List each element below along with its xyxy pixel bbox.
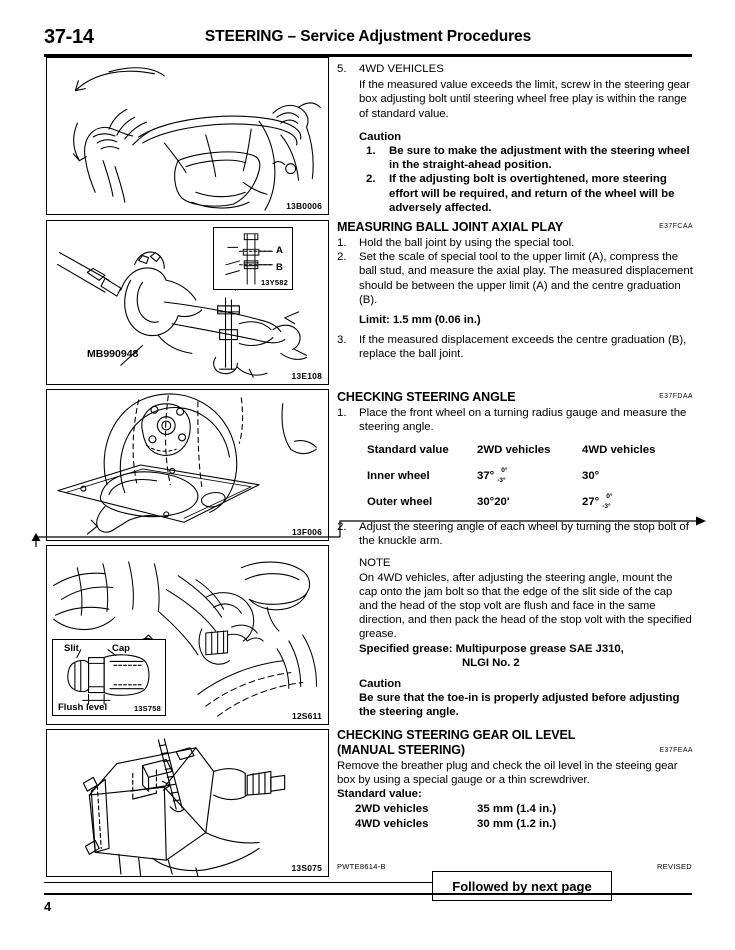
section-step-5 bbox=[337, 62, 693, 215]
page-number: 4 bbox=[44, 899, 52, 914]
caution-item bbox=[359, 172, 693, 215]
tolerance-lower: -3° bbox=[602, 503, 611, 511]
caution-item bbox=[359, 144, 693, 172]
table-header-row bbox=[337, 444, 693, 470]
oil-level-ref-code: E37FEAA bbox=[659, 747, 693, 754]
cell-inner-2wd bbox=[477, 467, 523, 485]
step-text: Adjust the steering angle of each wheel by turning the stop bolt of the knuckle arm. bbox=[359, 521, 689, 548]
figure-code: 13B0006 bbox=[286, 201, 322, 211]
note-label: NOTE bbox=[359, 557, 391, 570]
figure-gear-box-oil-level bbox=[46, 729, 329, 877]
caution-text: If the adjusting bolt is overtightened, more steering effort will be required, and return of the wheel will be adversely affected. bbox=[389, 173, 675, 214]
caution-number: 2. bbox=[366, 173, 376, 186]
steering-angle-heading: CHECKING STEERING ANGLE bbox=[337, 390, 516, 404]
ball-joint-heading: MEASURING BALL JOINT AXIAL PLAY bbox=[337, 220, 564, 234]
figure-code: 13S075 bbox=[291, 863, 322, 873]
page-title: STEERING – Service Adjustment Procedures bbox=[204, 28, 532, 45]
steering-angle-table bbox=[337, 444, 693, 522]
ball-joint-step bbox=[337, 250, 693, 307]
steering-angle-step-1 bbox=[337, 406, 693, 434]
inset-code: 13Y582 bbox=[260, 278, 288, 287]
tolerance-upper: 0° bbox=[606, 493, 613, 501]
step-5-heading bbox=[337, 62, 693, 76]
oil-level-heading-line-2: (MANUAL STEERING) bbox=[337, 743, 465, 757]
caution-text: Be sure to make the adjustment with the steering wheel in the straight-ahead position. bbox=[389, 145, 690, 172]
ball-joint-limit: Limit: 1.5 mm (0.06 in.) bbox=[359, 314, 481, 327]
step-text: Hold the ball joint by using the special tool. bbox=[359, 237, 575, 249]
step-number: 2. bbox=[337, 251, 347, 264]
specified-grease-line-2: NLGI No. 2 bbox=[462, 656, 520, 669]
cell-value: 37° bbox=[477, 470, 495, 483]
oil-level-row bbox=[337, 817, 693, 832]
figure-ball-joint-tool bbox=[46, 220, 329, 385]
row-label-outer-wheel: Outer wheel bbox=[367, 496, 433, 509]
step-number: 5. bbox=[337, 63, 347, 75]
cell-outer-4wd bbox=[582, 493, 628, 511]
cell-value: 27° bbox=[582, 496, 600, 509]
step-5-title: 4WD VEHICLES bbox=[359, 63, 444, 75]
steering-angle-caution-label: Caution bbox=[359, 678, 402, 691]
figure-code: 13E108 bbox=[291, 371, 322, 381]
tolerance-lower: -3° bbox=[497, 477, 506, 485]
oil-level-standard-label: Standard value: bbox=[337, 788, 422, 801]
figure-1-artwork bbox=[47, 58, 328, 214]
figure-ball-joint-scale-inset bbox=[213, 227, 293, 290]
ball-joint-step bbox=[337, 333, 693, 361]
oil-level-row bbox=[337, 802, 693, 817]
cell-value: 30° bbox=[582, 470, 600, 483]
cell-outer-2wd bbox=[477, 496, 510, 508]
ball-joint-ref-code: E37FCAA bbox=[659, 223, 693, 230]
inset-label-a: A bbox=[276, 245, 283, 256]
column-header-standard-value: Standard value bbox=[367, 444, 449, 457]
oil-level-body: Remove the breather plug and check the oil level in the steeing gear box by using a special gauge or a thin screwdriver. bbox=[337, 760, 678, 787]
inset-code: 13S758 bbox=[133, 704, 161, 713]
tolerance bbox=[602, 493, 628, 511]
steering-angle-ref-code: E37FDAA bbox=[659, 393, 693, 400]
header-page-code: 37-14 bbox=[44, 26, 94, 48]
section-checking-gear-oil-level bbox=[337, 728, 693, 832]
inset-label-cap: Cap bbox=[112, 643, 130, 654]
section-measuring-ball-joint bbox=[337, 220, 693, 362]
ball-joint-step bbox=[337, 236, 693, 250]
section-checking-steering-angle bbox=[337, 390, 693, 522]
section-steering-angle-step-2 bbox=[337, 520, 693, 720]
step-5-caution-label: Caution bbox=[359, 130, 402, 143]
column-header-4wd: 4WD vehicles bbox=[582, 444, 656, 457]
figure-cap-slit-inset bbox=[52, 639, 166, 716]
step-text: Place the front wheel on a turning radius gauge and measure the steering angle. bbox=[359, 407, 687, 434]
step-5-caution-list bbox=[337, 144, 693, 215]
oil-row-value: 35 mm (1.4 in.) bbox=[477, 802, 557, 815]
followed-by-next-page-box: Followed by next page bbox=[432, 871, 612, 901]
note-body: On 4WD vehicles, after adjusting the steering angle, mount the cap onto the jam bolt so that the edge of the slit side of the cap and the head of the stop volt are flush and face in the same direction, and then pack the head of the stop volt with the specified grease. bbox=[359, 571, 692, 641]
page-header bbox=[44, 26, 692, 56]
cell-value: 30°20' bbox=[477, 496, 510, 509]
special-tool-label: MB990948 bbox=[87, 348, 139, 360]
step-number: 1. bbox=[337, 237, 347, 249]
step-number: 2. bbox=[337, 521, 347, 533]
row-label-inner-wheel: Inner wheel bbox=[367, 470, 430, 483]
oil-row-label: 4WD vehicles bbox=[355, 817, 429, 830]
figure-code: 12S611 bbox=[291, 711, 322, 721]
figure-code: 13F006 bbox=[291, 527, 322, 537]
specified-grease-line-1: Specified grease: Multipurpose grease SAE J310, bbox=[359, 642, 624, 655]
oil-level-heading-line-1: CHECKING STEERING GEAR OIL LEVEL bbox=[337, 728, 576, 742]
footer-divider bbox=[44, 882, 432, 883]
column-header-2wd: 2WD vehicles bbox=[477, 444, 551, 457]
step-number: 1. bbox=[337, 407, 347, 419]
tolerance-upper: 0° bbox=[501, 467, 508, 475]
revised-marker: REVISED bbox=[656, 862, 692, 871]
step-text: If the measured displacement exceeds the centre graduation (B), replace the ball joint. bbox=[359, 334, 687, 361]
figure-5-artwork bbox=[47, 730, 328, 876]
inset-label-slit: Slit bbox=[64, 643, 79, 654]
page-bottom-divider bbox=[44, 893, 692, 895]
caution-number: 1. bbox=[366, 145, 376, 158]
oil-row-label: 2WD vehicles bbox=[355, 802, 429, 815]
steering-angle-step-2 bbox=[337, 520, 693, 548]
steering-angle-caution-text: Be sure that the toe-in is properly adjusted before adjusting the steering angle. bbox=[359, 692, 680, 719]
inset-label-flush-level: Flush level bbox=[58, 702, 108, 713]
tolerance bbox=[497, 467, 523, 485]
figure-steering-wheel-freeplay bbox=[46, 57, 329, 215]
oil-row-value: 30 mm (1.2 in.) bbox=[477, 817, 557, 830]
step-number: 3. bbox=[337, 334, 347, 347]
figure-knuckle-arm-cap bbox=[46, 545, 329, 725]
table-row bbox=[337, 467, 693, 496]
step-text: Set the scale of special tool to the upper limit (A), compress the ball stud, and measure the axial play. The measured displacement should be between the upper limit (A) and the centre graduation (B). bbox=[359, 251, 693, 306]
inset-label-b: B bbox=[276, 262, 283, 273]
document-code: PWTE8614-B bbox=[337, 862, 386, 871]
cell-inner-4wd bbox=[582, 470, 599, 482]
step-5-body: If the measured value exceeds the limit, screw in the steering gear box adjusting bolt until steering wheel free play is within the range of standard value. bbox=[359, 79, 690, 120]
